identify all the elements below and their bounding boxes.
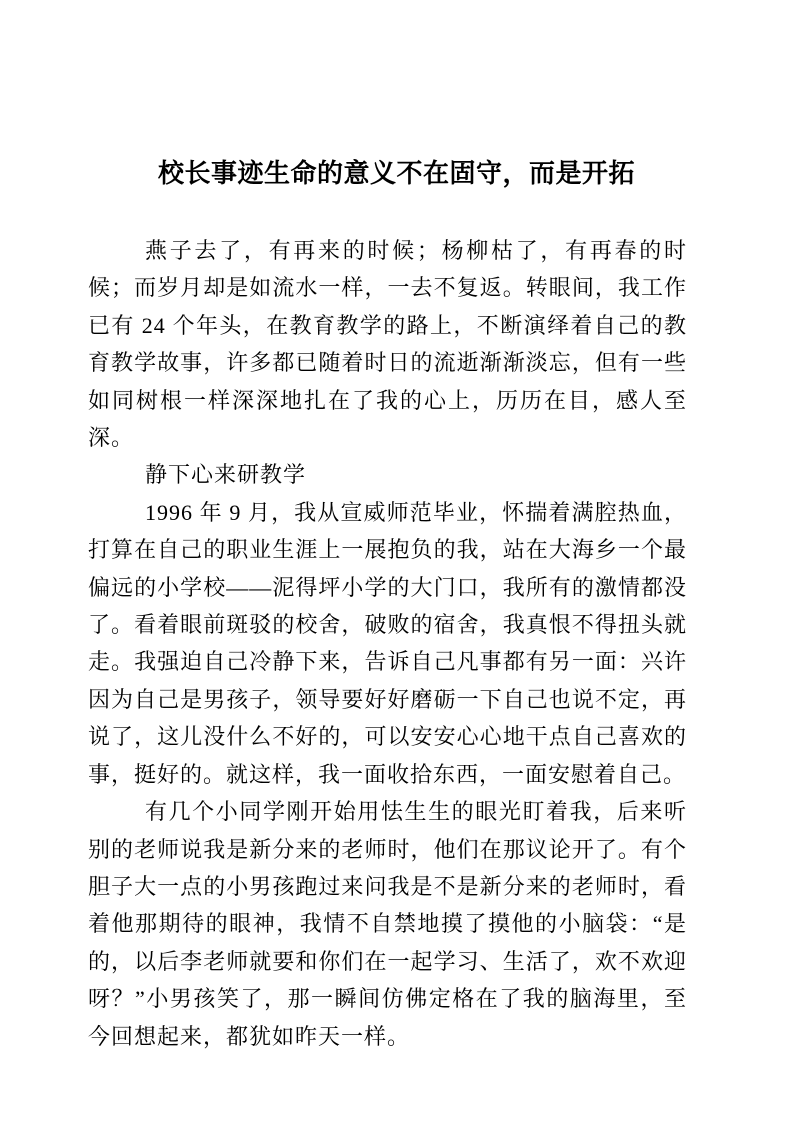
paragraph: 燕子去了，有再来的时候；杨柳枯了，有再春的时候；而岁月却是如流水一样，一去不复返。转眼间，我工作已有 24 个年头，在教育教学的路上，不断演绎着自己的教育教学故事，许多都已随着时日的流逝渐渐淡忘，但有一些如同树根一样深深地扎在了我的心上，历历在目，感人至深。	[88, 238, 687, 451]
document-body	[0, 232, 793, 1055]
paragraph: 1996 年 9 月，我从宣威师范毕业，怀揣着满腔热血，打算在自己的职业生涯上一展抱负的我，站在大海乡一个最偏远的小学校——泥得坪小学的大门口，我所有的激情都没了。看着眼前斑驳的校舍，破败的宿舍，我真恨不得扭头就走。我强迫自己冷静下来，告诉自己凡事都有另一面：兴许因为自己是男孩子，领导要好好磨砺一下自己也说不定，再说了，这儿没什么不好的，可以安安心心地干点自己喜欢的事，挺好的。就这样，我一面收拾东西，一面安慰着自己。	[88, 499, 687, 787]
document-title: 校长事迹生命的意义不在固守，而是开拓	[157, 158, 635, 188]
paragraph: 有几个小同学刚开始用怯生生的眼光盯着我，后来听别的老师说我是新分来的老师时，他们在那议论开了。有个胆子大一点的小男孩跑过来问我是不是新分来的老师时，看着他那期待的眼神，我情不自禁地摸了摸他的小脑袋：“是的，以后李老师就要和你们在一起学习、生活了，欢不欢迎呀？”小男孩笑了，那一瞬间仿佛定格在了我的脑海里，至今回想起来，都犹如昨天一样。	[88, 799, 687, 1049]
section-heading-paragraph: 静下心来研教学	[145, 462, 307, 488]
